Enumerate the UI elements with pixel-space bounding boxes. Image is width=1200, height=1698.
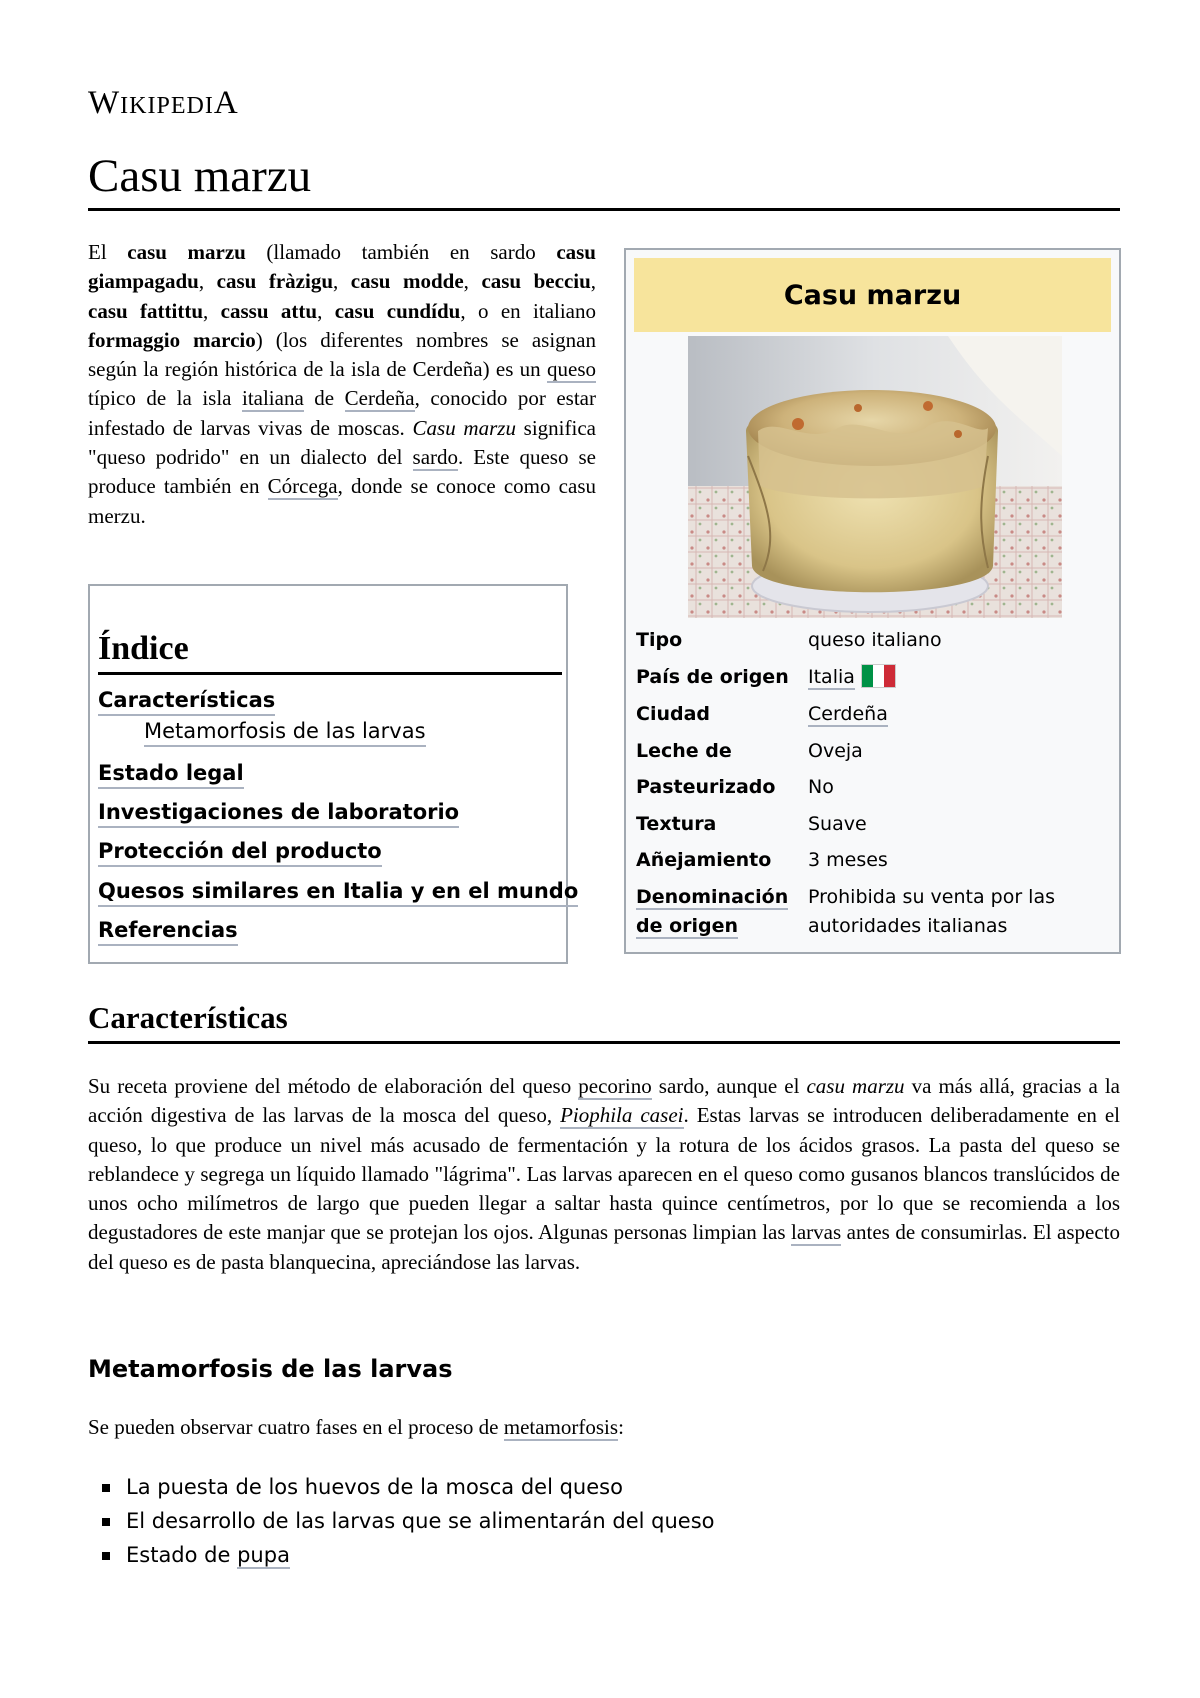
section-heading-metamorfosis: Metamorfosis de las larvas xyxy=(88,1355,453,1383)
link-metamorfosis[interactable]: metamorfosis xyxy=(503,1415,619,1439)
flag-stripe-white xyxy=(873,665,884,687)
link-cerdena[interactable]: Cerdeña xyxy=(344,386,415,411)
list-item: Estado de pupa xyxy=(88,1538,715,1572)
wikipedia-wordmark[interactable] xyxy=(88,84,239,122)
toc-item-estado-legal[interactable]: Estado legal xyxy=(98,760,244,789)
link-cerdena-infobox[interactable]: Cerdeña xyxy=(808,703,888,725)
link-italia[interactable]: Italia xyxy=(808,666,855,688)
wordmark-body: IKIPEDI xyxy=(120,93,214,119)
wordmark-initial: W xyxy=(88,85,121,121)
infobox-value-textura: Suave xyxy=(808,813,867,835)
infobox-label-textura: Textura xyxy=(636,813,717,835)
section-heading-caracteristicas: Características xyxy=(88,998,1120,1044)
link-italiana[interactable]: italiana xyxy=(241,386,304,411)
link-larvas[interactable]: larvas xyxy=(791,1220,842,1245)
infobox-value-denominacion: Prohibida su venta por las autoridades italianas xyxy=(808,886,1055,937)
infobox-label-anejamiento: Añejamiento xyxy=(636,849,772,871)
infobox-label-leche: Leche de xyxy=(636,740,732,762)
infobox-label-pais: País de origen xyxy=(636,666,789,688)
cheese-photo[interactable] xyxy=(688,336,1062,618)
page-title: Casu marzu xyxy=(88,146,1120,211)
toc-title: Índice xyxy=(98,628,562,675)
caracteristicas-paragraph: Su receta proviene del método de elaboración del queso pecorino sardo, aunque el casu marzu va más allá, gracias a la acción digestiva de las larvas de la mosca del queso, Piophila casei. Estas larvas se introducen deliberadamente en el queso, lo que produce un nivel más acusado de fermentación y la rotura de los ácidos grasos. La pasta del queso se reblandece y segrega un líquido llamado "lágrima". Las larvas aparecen en el queso como gusanos blancos translúcidos de unos ocho milímetros de largo que pueden llegar a saltar hasta quince centímetros, por lo que se recomienda a los degustadores de este manjar que se protejan los ojos. Algunas personas limpian las larvas antes de consumirlas. El aspecto del queso es de pasta blanquecina, apreciándose las larvas. xyxy=(88,1074,1121,1274)
infobox-value-ciudad xyxy=(808,700,888,729)
flag-stripe-green xyxy=(862,665,873,687)
infobox xyxy=(624,248,1121,954)
table-of-contents xyxy=(88,584,579,964)
link-pecorino[interactable]: pecorino xyxy=(578,1074,652,1098)
infobox-value-anejamiento: 3 meses xyxy=(808,849,888,871)
list-item: El desarrollo de las larvas que se alimentarán del queso xyxy=(88,1504,715,1538)
link-sardo[interactable]: sardo xyxy=(412,445,459,470)
infobox-label-tipo: Tipo xyxy=(636,629,683,651)
infobox-value-pasteurizado: No xyxy=(808,776,834,798)
list-item: La puesta de los huevos de la mosca del queso xyxy=(88,1470,715,1504)
bullet-icon xyxy=(102,1552,110,1560)
infobox-title: Casu marzu xyxy=(634,258,1111,332)
link-piophila-casei[interactable]: Piophila casei xyxy=(560,1103,684,1128)
toc-item-proteccion[interactable]: Protección del producto xyxy=(98,838,382,867)
toc-item-metamorfosis[interactable]: Metamorfosis de las larvas xyxy=(144,718,426,747)
bullet-icon xyxy=(102,1484,110,1492)
metamorfosis-paragraph: Se pueden observar cuatro fases en el proceso de metamorfosis: xyxy=(88,1415,624,1439)
link-corcega[interactable]: Córcega xyxy=(267,474,338,499)
intro-paragraph: El casu marzu (llamado también en sardo casu giampagadu, casu fràzigu, casu modde, casu becciu, casu fattittu, cassu attu, casu cundídu, o en italiano formaggio marcio) (los diferentes nombres se asignan según la región histórica de la isla de Cerdeña) es un queso típico de la isla italiana de Cerdeña, conocido por estar infestado de larvas vivas de moscas. Casu marzu significa "queso podrido" en un dialecto del sardo. Este queso se produce también en Córcega, donde se conoce como casu merzu. xyxy=(88,240,597,528)
infobox-value-tipo: queso italiano xyxy=(808,629,942,651)
infobox-label-denominacion[interactable] xyxy=(636,883,788,941)
bullet-icon xyxy=(102,1518,110,1526)
infobox-label-ciudad: Ciudad xyxy=(636,703,711,725)
wordmark-final: A xyxy=(213,85,239,121)
flag-stripe-red xyxy=(884,665,895,687)
link-denominacion[interactable]: Denominación xyxy=(636,886,789,908)
toc-item-referencias[interactable]: Referencias xyxy=(98,917,238,946)
infobox-value-leche: Oveja xyxy=(808,740,863,762)
link-pupa[interactable]: pupa xyxy=(237,1543,290,1567)
phases-list xyxy=(88,1470,715,1572)
toc-item-quesos-similares[interactable]: Quesos similares en Italia y en el mundo xyxy=(98,878,578,907)
link-queso[interactable]: queso xyxy=(547,357,596,382)
infobox-label-pasteurizado: Pasteurizado xyxy=(636,776,776,798)
infobox-value-pais xyxy=(808,663,896,692)
toc-item-investigaciones[interactable]: Investigaciones de laboratorio xyxy=(98,799,459,828)
italy-flag-icon[interactable] xyxy=(861,664,896,688)
toc-item-caracteristicas[interactable]: Características xyxy=(98,687,275,716)
link-denominacion-2[interactable]: de origen xyxy=(636,915,739,937)
